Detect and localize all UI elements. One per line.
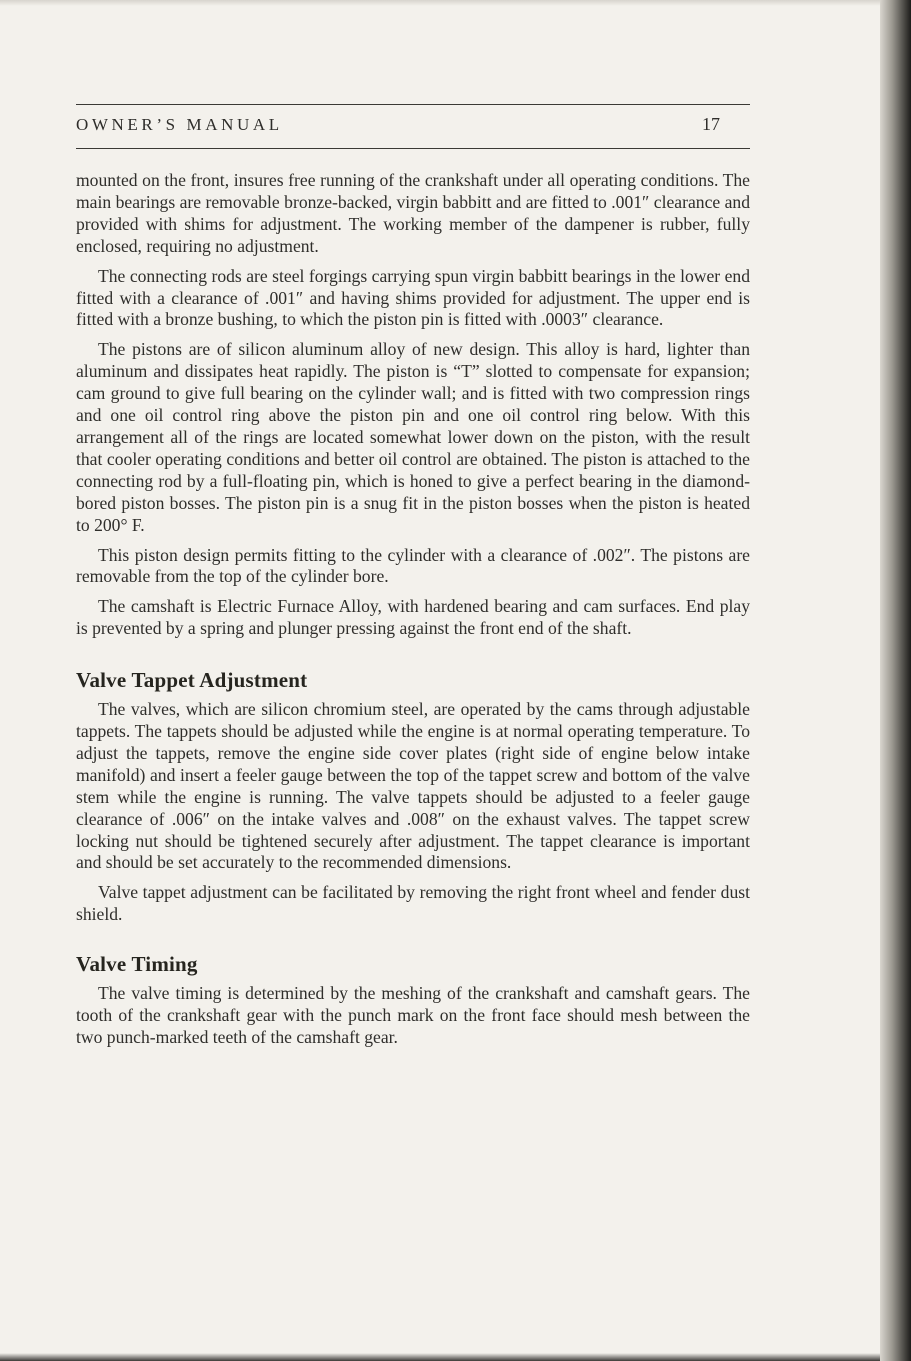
page-number: 17 (702, 114, 720, 134)
paragraph-dampener-bearings: mounted on the front, insures free running of the crankshaft under all operating conditions. The main bearings are removable bronze-backed, virgin babbitt and are fitted to .001″ clearance and provided with shims for adjustment. The working member of the dampener is rubber, fully enclosed, requiring no adjustment. (76, 170, 750, 256)
page-content (76, 170, 750, 1057)
paragraph-pistons: The pistons are of silicon aluminum alloy of new design. This alloy is hard, lighter than aluminum and dissipates heat rapidly. The piston is “T” slotted to compensate for expansion; cam ground to give full bearing on the cylinder wall; and is fitted with two compression rings and one oil control ring above the piston pin and one oil control ring below. With this arrangement all of the rings are located somewhat lower down on the piston, with the result that cooler operating conditions and better oil control are obtained. The piston is attached to the connecting rod by a full-floating pin, which is honed to give a perfect bearing in the diamond-bored piston bosses. The piston pin is a snug fit in the piston bosses when the piston is heated to 200° F. (76, 339, 750, 535)
header-rule-bottom (76, 148, 750, 149)
header-rule-top (76, 104, 750, 105)
paragraph-piston-fitting: This piston design permits fitting to the cylinder with a clearance of .002″. The pistons are removable from the top of the cylinder bore. (76, 544, 750, 587)
paragraph-tappet-access: Valve tappet adjustment can be facilitated by removing the right front wheel and fender dust shield. (76, 882, 750, 925)
page-edge-shadow (880, 0, 911, 1361)
heading-valve-timing: Valve Timing (76, 952, 198, 977)
running-head: OWNER’S MANUAL (76, 115, 283, 134)
paragraph-camshaft: The camshaft is Electric Furnace Alloy, with hardened bearing and cam surfaces. End play is prevented by a spring and plunger pressing against the front end of the shaft. (76, 596, 750, 639)
page-bottom-shadow (0, 1353, 880, 1361)
page-top-shadow (0, 0, 880, 6)
paragraph-connecting-rods: The connecting rods are steel forgings carrying spun virgin babbitt bearings in the lower end fitted with a clearance of .001″ and having shims provided for adjustment. The upper end is fitted with a bronze bushing, to which the piston pin is fitted with .0003″ clearance. (76, 265, 750, 330)
heading-valve-tappet-adjustment: Valve Tappet Adjustment (76, 668, 308, 693)
paragraph-tappet-procedure: The valves, which are silicon chromium steel, are operated by the cams through adjustable tappets. The tappets should be adjusted while the engine is at normal operating temperature. To adjust the tappets, remove the engine side cover plates (right side of engine below intake manifold) and insert a feeler gauge between the top of the tappet screw and bottom of the valve stem while the engine is running. The valve tappets should be adjusted to a feeler gauge clearance of .006″ on the intake valves and .008″ on the exhaust valves. The tappet screw locking nut should be tightened securely after adjustment. The tappet clearance is important and should be set accurately to the recommended dimensions. (76, 699, 750, 873)
paragraph-valve-timing: The valve timing is determined by the meshing of the crankshaft and camshaft gears. The tooth of the crankshaft gear with the punch mark on the front face should mesh between the two punch-marked teeth of the camshaft gear. (76, 983, 750, 1047)
